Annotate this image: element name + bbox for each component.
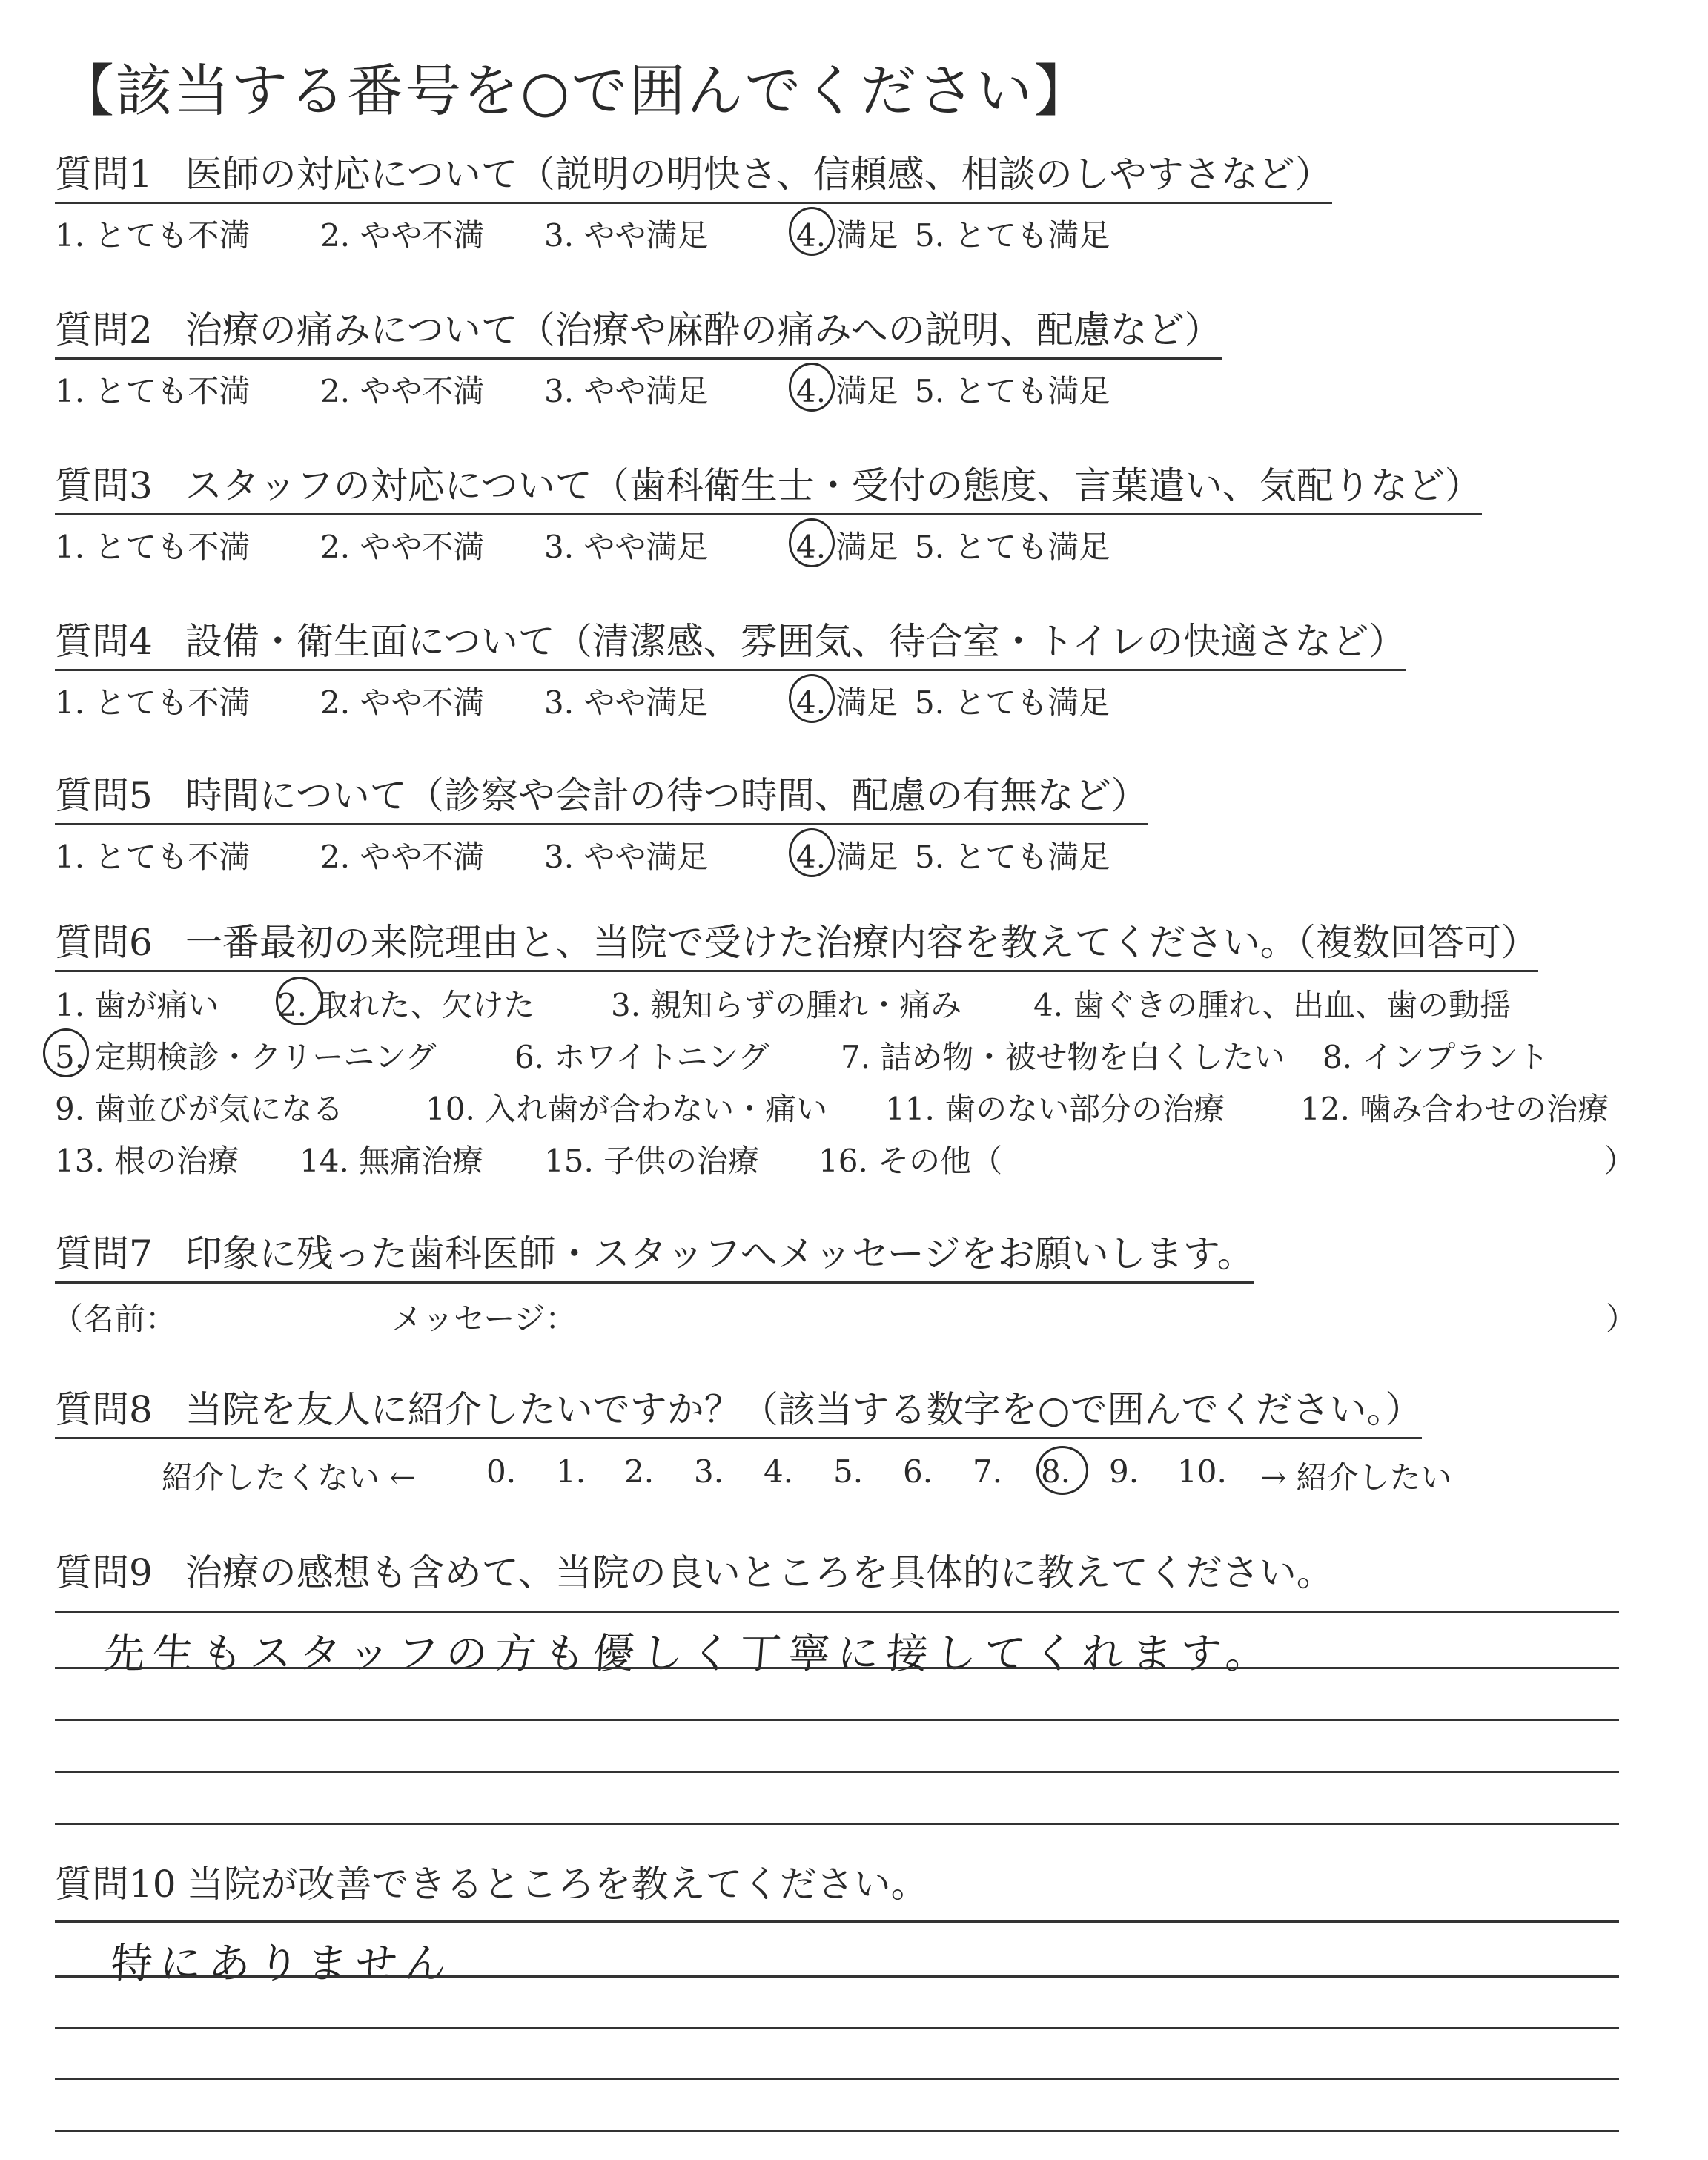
q10-handwritten-answer[interactable]: 特にありません <box>109 1940 455 1988</box>
q6-option-12[interactable]: 12. 噛み合わせの治療 <box>1300 1091 1609 1127</box>
message-field-label: メッセージ： <box>391 1301 577 1337</box>
answer-line <box>55 1920 1619 1923</box>
rating-option-4[interactable]: 4. 満足 <box>796 839 898 875</box>
question-text: 一番最初の来院理由と、当院で受けた治療内容を教えてください。（複数回答可） <box>185 921 1538 964</box>
q6-option-2[interactable]: 2. 取れた、欠けた <box>277 987 535 1023</box>
question-number: 質問8 <box>55 1388 153 1431</box>
answer-line <box>55 2027 1619 2029</box>
q9-handwritten-answer[interactable]: 先生もスタッフの方も優しく丁寧に接してくれます。 <box>102 1630 1277 1678</box>
selection-circle <box>1036 1446 1088 1495</box>
rating-option-2[interactable]: 2. やや不満 <box>320 839 485 875</box>
rating-options <box>55 367 1222 413</box>
q6-option-13[interactable]: 13. 根の治療 <box>55 1143 239 1179</box>
question-4-title <box>55 617 1406 671</box>
question-number: 質問6 <box>55 921 153 964</box>
name-field-label: （名前： <box>52 1301 177 1337</box>
scale-option-8[interactable]: 8. <box>1041 1453 1071 1490</box>
q6-row-4 <box>55 1137 1636 1189</box>
question-5-title <box>55 771 1148 825</box>
question-text: 時間について（診察や会計の待つ時間、配慮の有無など） <box>185 774 1148 817</box>
answer-line <box>55 2130 1619 2132</box>
rating-option-3[interactable]: 3. やや満足 <box>544 839 709 875</box>
q6-option-7[interactable]: 7. 詰め物・被せ物を白くしたい <box>841 1039 1285 1075</box>
rating-option-1[interactable]: 1. とても不満 <box>55 839 251 875</box>
answer-line <box>55 1611 1619 1613</box>
q6-option-16-close: ） <box>1604 1143 1636 1179</box>
scale-option-6[interactable]: 6. <box>903 1453 933 1490</box>
scale-option-0[interactable]: 0. <box>486 1453 517 1490</box>
answer-line <box>55 2078 1619 2080</box>
q6-option-14[interactable]: 14. 無痛治療 <box>299 1143 484 1179</box>
scale-option-1[interactable]: 1. <box>556 1453 586 1490</box>
selection-circle <box>789 207 835 256</box>
selection-circle <box>789 518 835 567</box>
question-text: 治療の痛みについて（治療や麻酔の痛みへの説明、配慮など） <box>185 308 1222 351</box>
answer-line <box>55 1667 1619 1669</box>
answer-line <box>55 1975 1619 1978</box>
rating-option-1[interactable]: 1. とても不満 <box>55 373 251 409</box>
q6-option-3[interactable]: 3. 親知らずの腫れ・痛み <box>611 987 962 1023</box>
scale-option-5[interactable]: 5. <box>833 1453 864 1490</box>
question-number: 質問4 <box>55 620 153 663</box>
rating-option-1[interactable]: 1. とても不満 <box>55 684 251 721</box>
question-8 <box>55 1385 1422 1439</box>
question-8-title <box>55 1385 1422 1439</box>
scale-option-10[interactable]: 10. <box>1177 1453 1227 1490</box>
rating-option-3[interactable]: 3. やや満足 <box>544 373 709 409</box>
question-6 <box>55 918 1636 1189</box>
selection-circle <box>789 674 835 723</box>
q6-option-1[interactable]: 1. 歯が痛い <box>55 987 219 1023</box>
question-text: スタッフの対応について（歯科衛生士・受付の態度、言葉遣い、気配りなど） <box>185 464 1482 507</box>
q6-row-3 <box>55 1085 1609 1137</box>
question-text: 印象に残った歯科医師・スタッフへメッセージをお願いします。 <box>185 1232 1254 1275</box>
scale-option-2[interactable]: 2. <box>624 1453 655 1490</box>
q6-option-10[interactable]: 10. 入れ歯が合わない・痛い <box>426 1091 828 1127</box>
q6-option-6[interactable]: 6. ホワイトニング <box>514 1039 769 1075</box>
question-number: 質問9 <box>55 1551 153 1594</box>
question-6-title <box>55 918 1538 972</box>
rating-option-5[interactable]: 5. とても満足 <box>915 217 1110 254</box>
answer-line <box>55 1823 1619 1825</box>
rating-option-1[interactable]: 1. とても不満 <box>55 217 251 254</box>
question-number: 質問3 <box>55 464 153 507</box>
scale-right-label: → 紹介したい <box>1260 1459 1452 1496</box>
q6-option-5[interactable]: 5. 定期検診・クリーニング <box>55 1039 437 1075</box>
q6-option-4[interactable]: 4. 歯ぐきの腫れ、出血、歯の動揺 <box>1033 987 1511 1023</box>
scale-left-label: 紹介したくない ← <box>162 1459 416 1496</box>
question-text: 当院を友人に紹介したいですか？（該当する数字を○で囲んでください。） <box>185 1388 1423 1431</box>
question-1-title <box>55 150 1332 204</box>
answer-line <box>55 1719 1619 1721</box>
question-2-title <box>55 305 1222 360</box>
question-4 <box>55 617 1406 724</box>
rating-option-2[interactable]: 2. やや不満 <box>320 217 485 254</box>
question-number: 質問2 <box>55 308 153 351</box>
question-7-title <box>55 1229 1254 1284</box>
rating-options <box>55 523 1482 569</box>
scale-option-9[interactable]: 9. <box>1109 1453 1139 1490</box>
rating-options <box>55 211 1332 257</box>
question-5 <box>55 771 1148 879</box>
rating-option-2[interactable]: 2. やや不満 <box>320 684 485 721</box>
scale-option-7[interactable]: 7. <box>973 1453 1003 1490</box>
question-3 <box>55 461 1482 569</box>
question-number: 質問7 <box>55 1232 153 1275</box>
question-9 <box>55 1548 1334 1600</box>
question-text: 設備・衛生面について（清潔感、雰囲気、待合室・トイレの快適さなど） <box>185 620 1406 663</box>
question-number: 質問10 <box>55 1863 176 1906</box>
q6-option-15[interactable]: 15. 子供の治療 <box>544 1143 760 1179</box>
rating-option-5[interactable]: 5. とても満足 <box>915 529 1110 565</box>
question-text: 当院が改善できるところを教えてください。 <box>186 1863 928 1906</box>
question-text: 医師の対応について（説明の明快さ、信頼感、相談のしやすさなど） <box>185 153 1332 196</box>
rating-options <box>55 678 1406 724</box>
scale-option-4[interactable]: 4. <box>764 1453 794 1490</box>
q6-row-2 <box>55 1033 1549 1085</box>
rating-option-2[interactable]: 2. やや不満 <box>320 373 485 409</box>
rating-option-5[interactable]: 5. とても満足 <box>915 839 1110 875</box>
rating-option-3[interactable]: 3. やや満足 <box>544 529 709 565</box>
rating-option-4[interactable]: 4. 満足 <box>796 373 898 409</box>
page-title: 【該当する番号を○で囲んでください】 <box>58 58 1092 124</box>
selection-circle <box>789 363 835 412</box>
question-3-title <box>55 461 1482 515</box>
q6-option-11[interactable]: 11. 歯のない部分の治療 <box>885 1091 1225 1127</box>
question-number: 質問5 <box>55 774 153 817</box>
scale-option-3[interactable]: 3. <box>694 1453 724 1490</box>
question-9-title <box>55 1548 1334 1600</box>
question-10-title <box>55 1860 928 1912</box>
q6-option-16[interactable]: 16. その他（ <box>818 1143 1003 1179</box>
answer-line <box>55 1771 1619 1773</box>
rating-option-3[interactable]: 3. やや満足 <box>544 217 709 254</box>
selection-circle <box>43 1028 89 1077</box>
question-7 <box>55 1229 1254 1284</box>
q6-option-8[interactable]: 8. インプラント <box>1323 1039 1549 1075</box>
rating-option-2[interactable]: 2. やや不満 <box>320 529 485 565</box>
rating-options <box>55 833 1148 879</box>
rating-option-4[interactable]: 4. 満足 <box>796 217 898 254</box>
rating-option-1[interactable]: 1. とても不満 <box>55 529 251 565</box>
question-1 <box>55 150 1332 257</box>
rating-option-5[interactable]: 5. とても満足 <box>915 373 1110 409</box>
rating-option-5[interactable]: 5. とても満足 <box>915 684 1110 721</box>
question-text: 治療の感想も含めて、当院の良いところを具体的に教えてください。 <box>185 1551 1334 1594</box>
selection-circle <box>276 977 323 1025</box>
message-close-paren: ） <box>1606 1301 1638 1337</box>
rating-option-3[interactable]: 3. やや満足 <box>544 684 709 721</box>
selection-circle <box>789 828 835 877</box>
rating-option-4[interactable]: 4. 満足 <box>796 684 898 721</box>
question-number: 質問1 <box>55 153 153 196</box>
question-2 <box>55 305 1222 413</box>
q6-row-1 <box>55 981 1538 1033</box>
q6-option-9[interactable]: 9. 歯並びが気になる <box>55 1091 344 1127</box>
rating-option-4[interactable]: 4. 満足 <box>796 529 898 565</box>
question-10 <box>55 1860 928 1912</box>
